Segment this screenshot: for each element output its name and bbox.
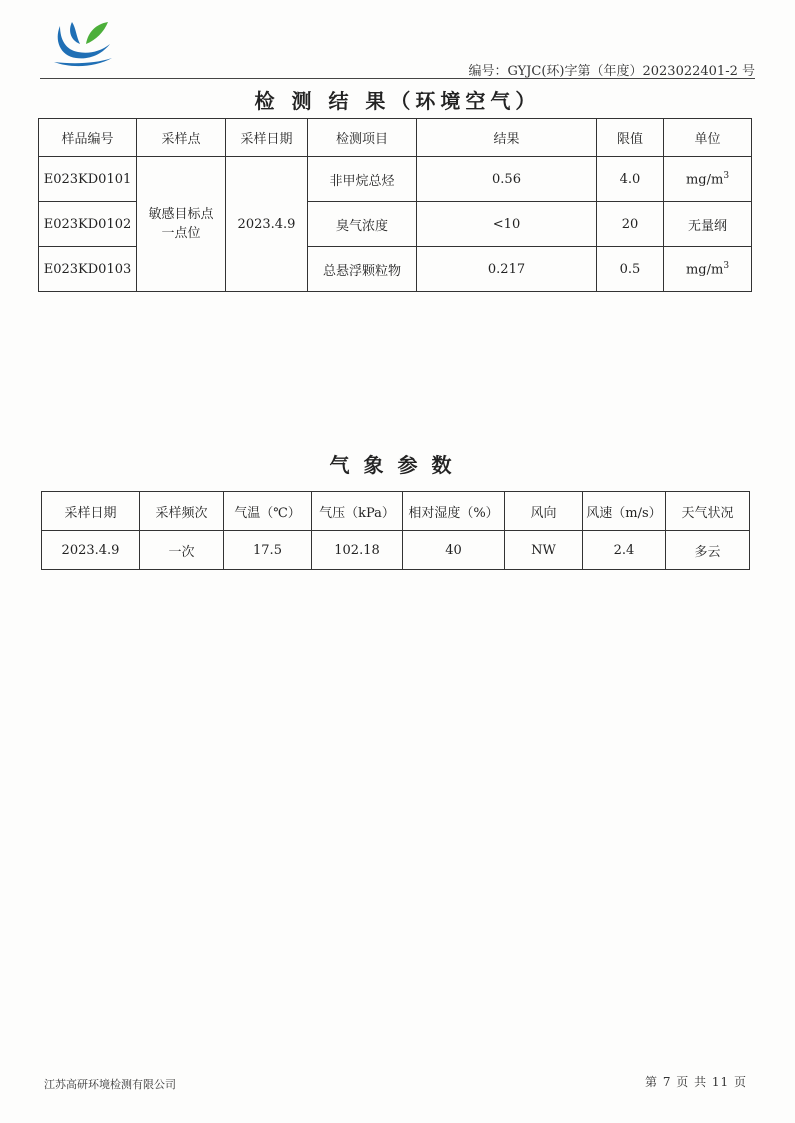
column-header: 采样点 (137, 119, 226, 157)
limit-value: 4.0 (597, 157, 664, 202)
weather-wind-direction: NW (505, 531, 583, 570)
unit: $mg/m^3$ (664, 157, 752, 202)
test-item: 总悬浮颗粒物 (308, 247, 417, 292)
header-divider (40, 78, 755, 79)
test-result: 0.217 (417, 247, 597, 292)
weather-title: 气象参数 (329, 453, 466, 477)
column-header: 气压（kPa） (312, 492, 403, 531)
test-result: 0.56 (417, 157, 597, 202)
weather-temperature: 17.5 (224, 531, 312, 570)
column-header: 限值 (597, 119, 664, 157)
sample-id: E023KD0102 (39, 202, 137, 247)
weather-pressure: 102.18 (312, 531, 403, 570)
column-header: 天气状况 (666, 492, 750, 531)
unit: $mg/m^3$ (664, 247, 752, 292)
weather-condition: 多云 (666, 531, 750, 570)
results-title: 检 测 结 果（环境空气） (254, 89, 541, 113)
column-header: 采样频次 (140, 492, 224, 531)
sampling-date: 2023.4.9 (226, 157, 308, 292)
weather-humidity: 40 (403, 531, 505, 570)
weather-wind-speed: 2.4 (583, 531, 666, 570)
table-row (39, 157, 752, 202)
results-header-row (39, 119, 752, 157)
sampling-point: 敏感目标点一点位 (137, 157, 226, 292)
page-number: 第 7 页 共 11 页 (645, 1075, 747, 1089)
weather-frequency: 一次 (140, 531, 224, 570)
column-header: 单位 (664, 119, 752, 157)
unit: 无量纲 (664, 202, 752, 247)
column-header: 风向 (505, 492, 583, 531)
company-name: 江苏高研环境检测有限公司 (44, 1078, 176, 1091)
limit-value: 20 (597, 202, 664, 247)
limit-value: 0.5 (597, 247, 664, 292)
column-header: 采样日期 (226, 119, 308, 157)
column-header: 相对湿度（%） (403, 492, 505, 531)
table-row (42, 531, 750, 570)
weather-date: 2023.4.9 (42, 531, 140, 570)
sample-id: E023KD0103 (39, 247, 137, 292)
weather-header-row (42, 492, 750, 531)
column-header: 气温（℃） (224, 492, 312, 531)
test-item: 臭气浓度 (308, 202, 417, 247)
column-header: 检测项目 (308, 119, 417, 157)
sample-id: E023KD0101 (39, 157, 137, 202)
results-table (38, 118, 752, 292)
column-header: 样品编号 (39, 119, 137, 157)
column-header: 采样日期 (42, 492, 140, 531)
test-item: 非甲烷总烃 (308, 157, 417, 202)
company-logo (50, 18, 116, 68)
column-header: 风速（m/s） (583, 492, 666, 531)
column-header: 结果 (417, 119, 597, 157)
weather-table (41, 491, 750, 570)
test-result: <10 (417, 202, 597, 247)
document-number: 编号：GYJC(环)字第（年度）2023022401-2 号 (468, 64, 755, 79)
